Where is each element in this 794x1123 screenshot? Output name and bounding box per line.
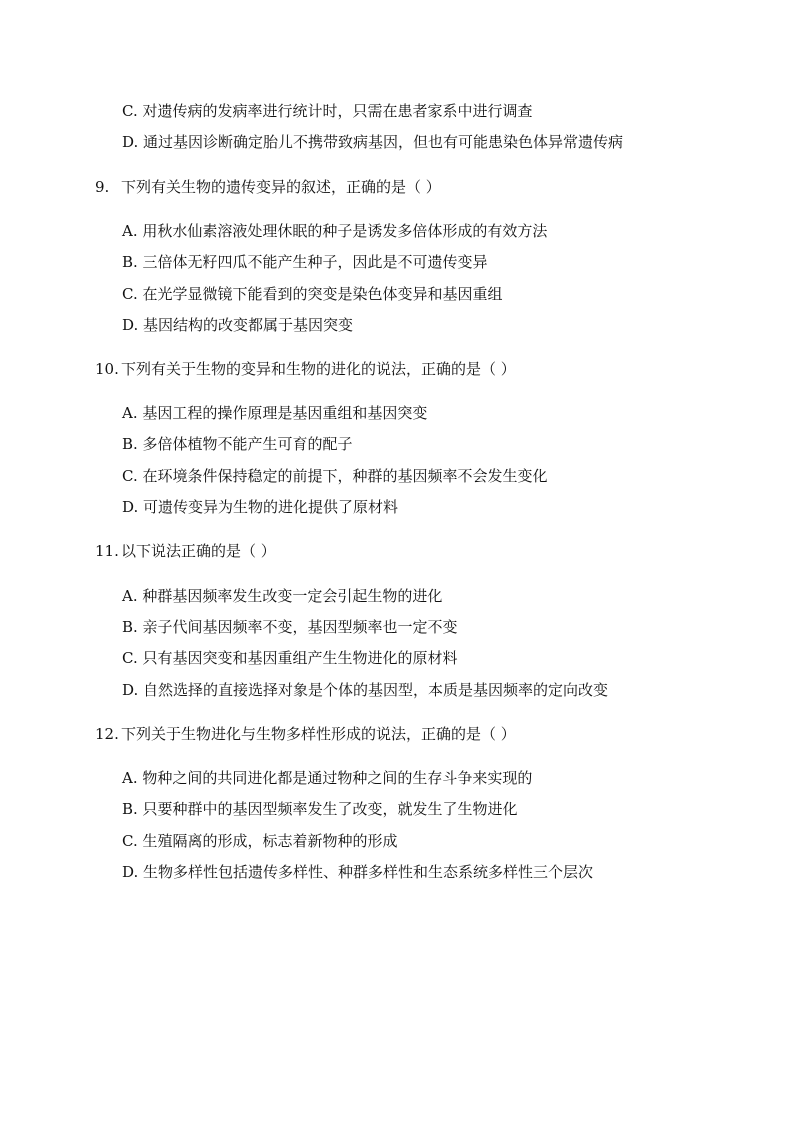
question-11-stem xyxy=(95,541,276,561)
question-number: 11. xyxy=(95,542,119,560)
option-c-prev: C. 对遗传病的发病率进行统计时，只需在患者家系中进行调查 xyxy=(122,102,533,120)
question-12-option-a: A. 物种之间的共同进化都是通过物种之间的生存斗争来实现的 xyxy=(122,769,533,787)
question-12-option-d: D. 生物多样性包括遗传多样性、种群多样性和生态系统多样性三个层次 xyxy=(122,863,594,881)
question-10-stem xyxy=(95,359,516,379)
question-9-option-c: C. 在光学显微镜下能看到的突变是染色体变异和基因重组 xyxy=(122,285,503,303)
question-10-option-a: A. 基因工程的操作原理是基因重组和基因突变 xyxy=(122,404,428,422)
question-12-stem xyxy=(95,724,516,744)
question-12-option-c: C. 生殖隔离的形成，标志着新物种的形成 xyxy=(122,832,398,850)
question-9-option-d: D. 基因结构的改变都属于基因突变 xyxy=(122,316,354,334)
question-11-option-a: A. 种群基因频率发生改变一定会引起生物的进化 xyxy=(122,587,443,605)
question-10-option-b: B. 多倍体植物不能产生可育的配子 xyxy=(122,435,353,453)
question-text: 下列有关生物的遗传变异的叙述，正确的是（ ） xyxy=(121,178,441,196)
question-number: 12. xyxy=(95,725,119,743)
question-10-option-c: C. 在环境条件保持稳定的前提下，种群的基因频率不会发生变化 xyxy=(122,467,548,485)
question-text: 下列关于生物进化与生物多样性形成的说法，正确的是（ ） xyxy=(121,725,516,743)
option-d-prev: D. 通过基因诊断确定胎儿不携带致病基因，但也有可能患染色体异常遗传病 xyxy=(122,133,624,151)
question-number: 9. xyxy=(95,178,110,196)
question-10-option-d: D. 可遗传变异为生物的进化提供了原材料 xyxy=(122,498,399,516)
question-11-option-d: D. 自然选择的直接选择对象是个体的基因型，本质是基因频率的定向改变 xyxy=(122,681,609,699)
question-text: 下列有关于生物的变异和生物的进化的说法，正确的是（ ） xyxy=(121,360,516,378)
question-11-option-b: B. 亲子代间基因频率不变，基因型频率也一定不变 xyxy=(122,618,458,636)
question-number: 10. xyxy=(95,360,119,378)
question-9-stem xyxy=(95,177,441,197)
question-9-option-a: A. 用秋水仙素溶液处理休眠的种子是诱发多倍体形成的有效方法 xyxy=(122,222,548,240)
question-11-option-c: C. 只有基因突变和基因重组产生生物进化的原材料 xyxy=(122,649,458,667)
question-12-option-b: B. 只要种群中的基因型频率发生了改变，就发生了生物进化 xyxy=(122,800,518,818)
question-9-option-b: B. 三倍体无籽四瓜不能产生种子，因此是不可遗传变异 xyxy=(122,253,488,271)
question-text: 以下说法正确的是（ ） xyxy=(121,542,276,560)
